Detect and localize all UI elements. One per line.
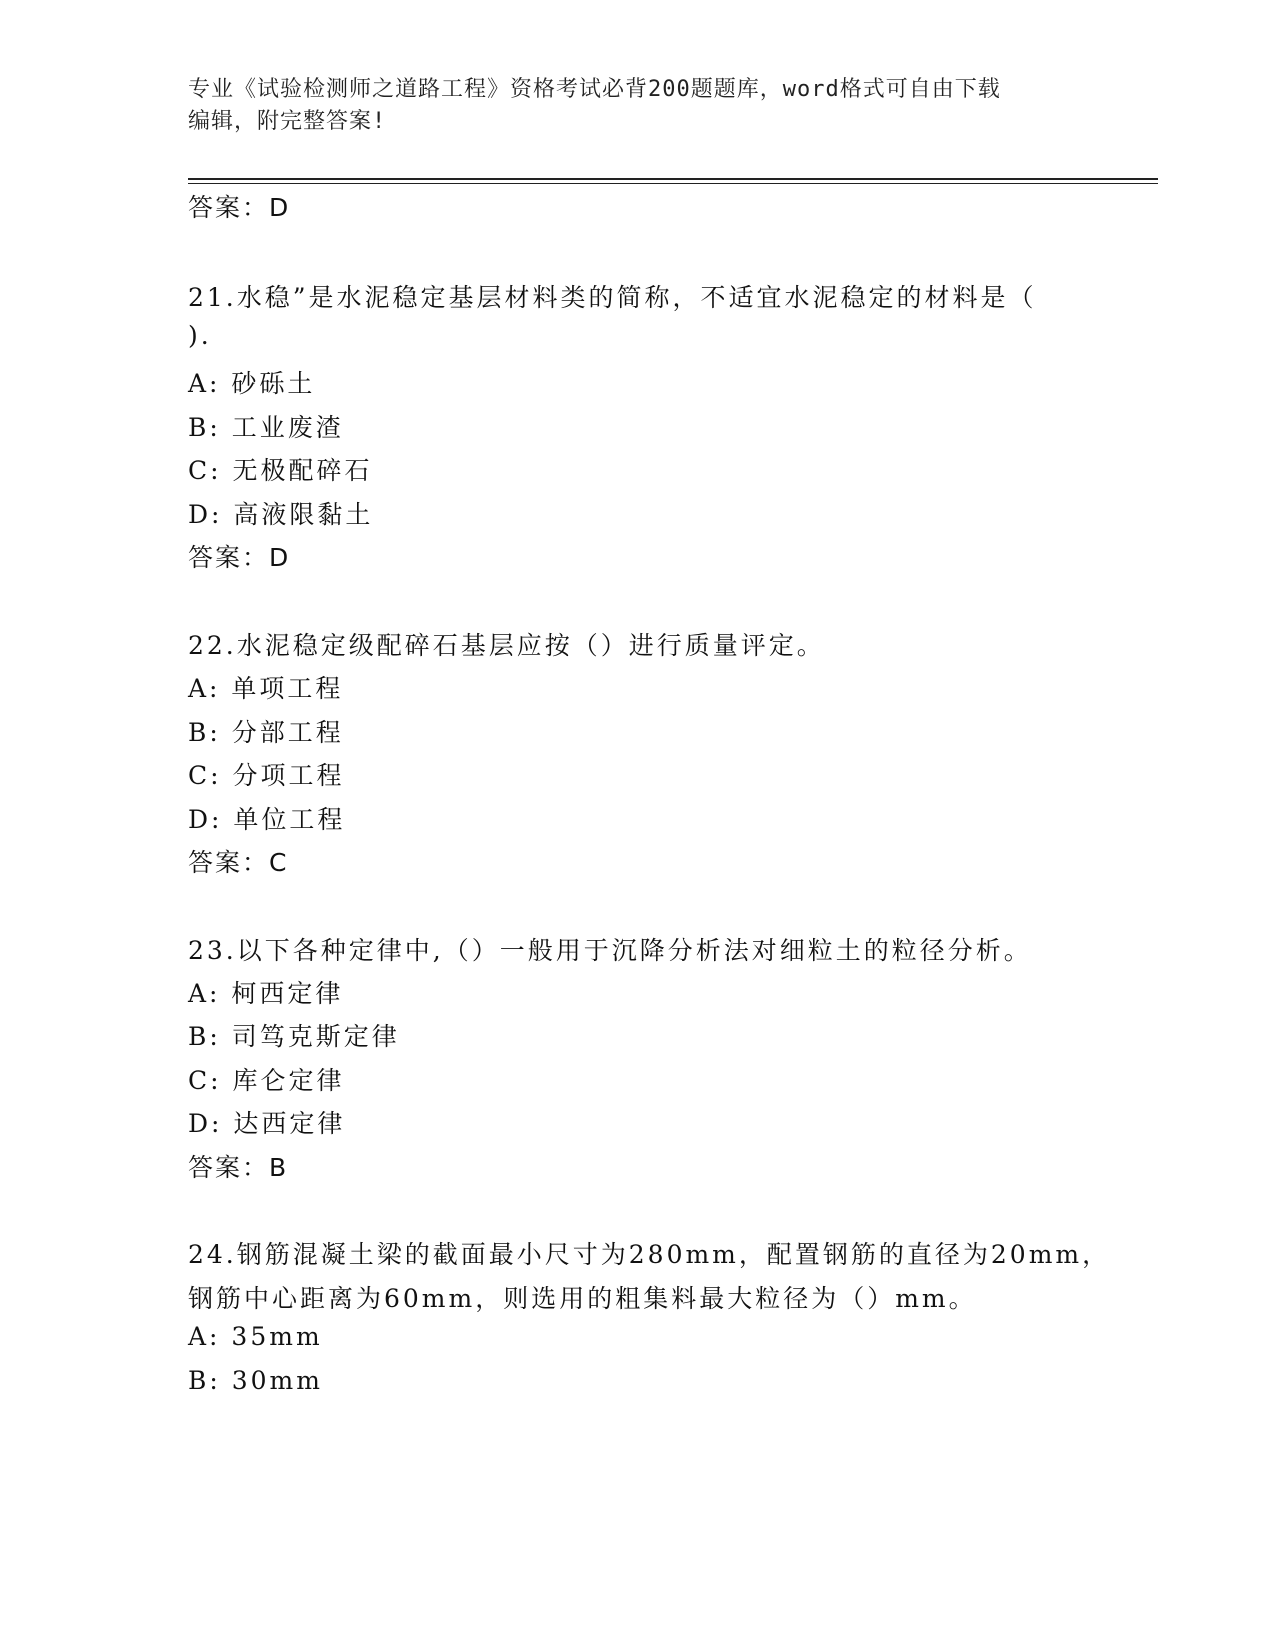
header-title-line2: 编辑，附完整答案! bbox=[188, 109, 387, 134]
question-21-option-c: C: 无极配碎石 bbox=[188, 456, 373, 485]
document-header bbox=[188, 74, 1088, 138]
header-divider-thick bbox=[188, 178, 1158, 180]
question-23-option-b: B: 司笃克斯定律 bbox=[188, 1022, 400, 1051]
question-23-stem: 23.以下各种定律中,（）一般用于沉降分析法对细粒土的粒径分析。 bbox=[188, 936, 1032, 965]
question-23-option-d: D: 达西定律 bbox=[188, 1109, 346, 1138]
question-23-option-c: C: 库仑定律 bbox=[188, 1066, 345, 1095]
question-22-stem: 22.水泥稳定级配碎石基层应按（）进行质量评定。 bbox=[188, 631, 825, 660]
previous-answer: 答案：D bbox=[188, 193, 291, 222]
question-21-answer: 答案：D bbox=[188, 543, 291, 572]
question-21-stem-line1: 21.水稳”是水泥稳定基层材料类的简称，不适宜水泥稳定的材料是（ bbox=[188, 283, 1037, 312]
question-22-option-d: D: 单位工程 bbox=[188, 805, 346, 834]
header-title-line1: 专业《试验检测师之道路工程》资格考试必背200题题库，word格式可自由下载 bbox=[188, 77, 1001, 102]
question-24-stem-line2: 钢筋中心距离为60mm，则选用的粗集料最大粒径为（）mm。 bbox=[188, 1284, 977, 1313]
question-21-option-b: B: 工业废渣 bbox=[188, 413, 344, 442]
question-23-option-a: A: 柯西定律 bbox=[188, 979, 344, 1008]
question-23-answer: 答案：B bbox=[188, 1153, 289, 1182]
question-21-option-a: A: 砂砾土 bbox=[188, 369, 316, 398]
question-24-stem-line1: 24.钢筋混凝土梁的截面最小尺寸为280mm，配置钢筋的直径为20mm， bbox=[188, 1240, 1111, 1269]
question-24-option-a: A: 35mm bbox=[188, 1322, 323, 1351]
question-21-stem-line2: ). bbox=[188, 321, 212, 350]
question-22-option-a: A: 单项工程 bbox=[188, 674, 344, 703]
question-22-option-c: C: 分项工程 bbox=[188, 761, 345, 790]
question-22-answer: 答案：C bbox=[188, 848, 289, 877]
question-22-option-b: B: 分部工程 bbox=[188, 718, 344, 747]
question-21-option-d: D: 高液限黏土 bbox=[188, 500, 374, 529]
header-divider-thin bbox=[188, 183, 1158, 184]
question-24-option-b: B: 30mm bbox=[188, 1366, 323, 1395]
